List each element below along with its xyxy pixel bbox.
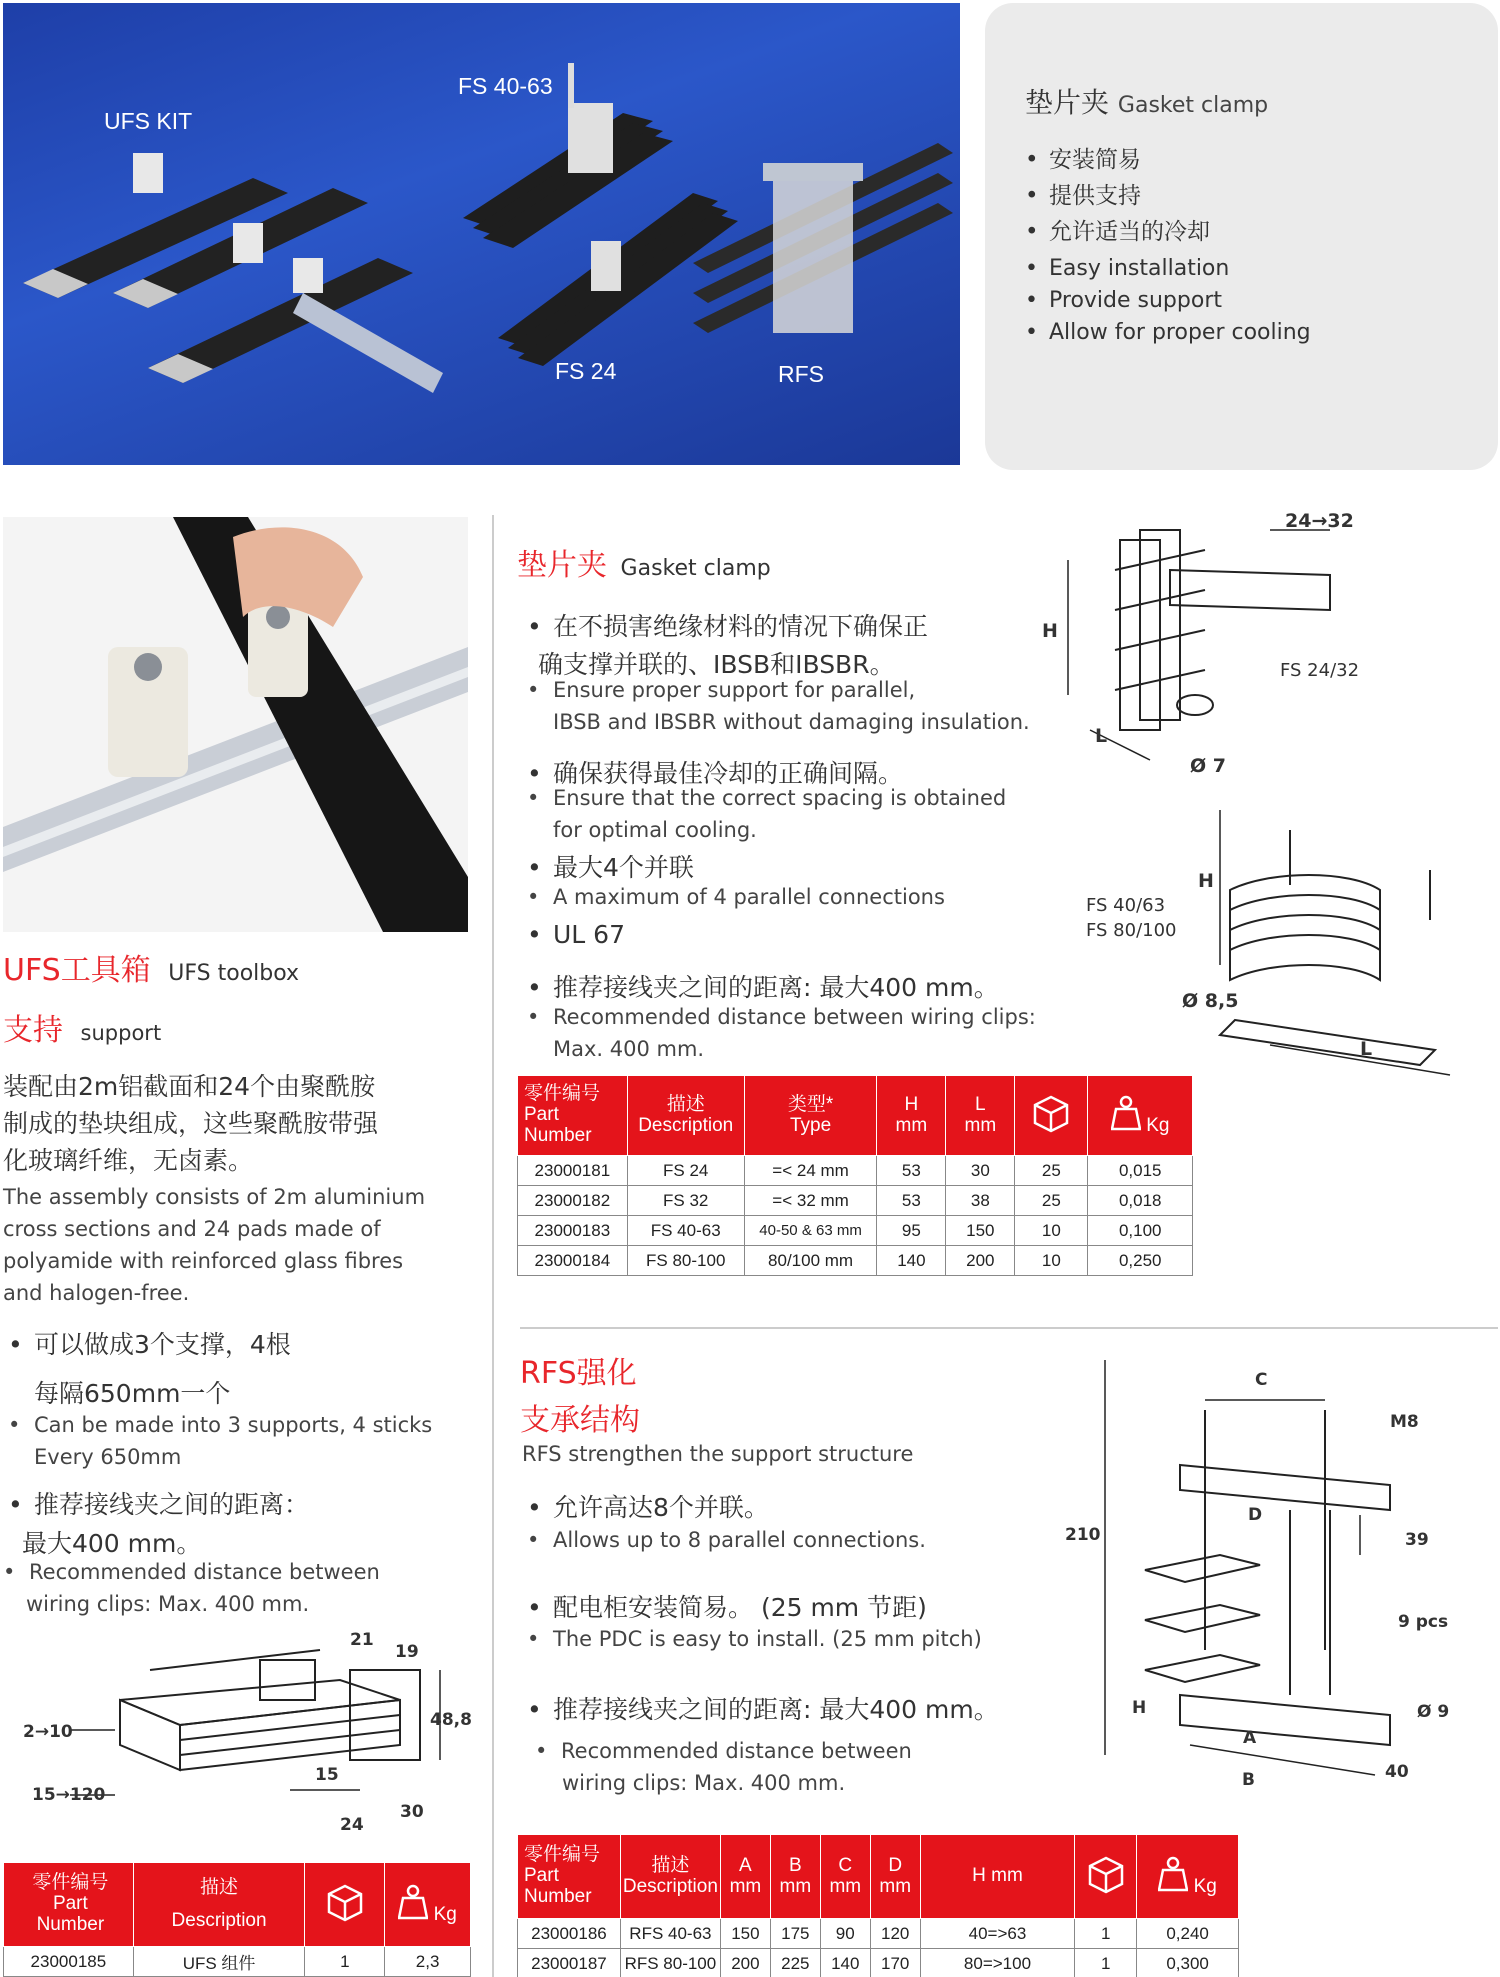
cell-kg: 0,300: [1137, 1949, 1239, 1977]
cell-part: 23000184: [518, 1246, 628, 1276]
desc-en: Description: [171, 1909, 267, 1931]
fs40-dimension-drawing: [1086, 790, 1490, 1080]
cell-qty: 25: [1015, 1156, 1088, 1186]
col-l: [946, 1076, 1015, 1156]
rfs-spec-table: [517, 1834, 1239, 1977]
cell-qty: 1: [1075, 1949, 1137, 1977]
cell-l: 30: [946, 1156, 1015, 1186]
bullet-zh-3: • 允许适当的冷却: [1025, 213, 1210, 246]
box-icon: [323, 1882, 367, 1922]
gasket-b5-zh: • 推荐接线夹之间的距离: 最大400 mm。: [527, 968, 999, 1004]
cell-h: 53: [877, 1186, 946, 1216]
part-zh: 零件编号: [524, 1083, 601, 1105]
cell-desc: FS 40-63: [627, 1216, 744, 1246]
cell-desc: RFS 80-100: [620, 1949, 720, 1977]
table-row: [518, 1949, 1239, 1977]
gasket-b4: • UL 67: [527, 920, 625, 949]
ufs-desc-zh-3: 化玻璃纤维，无卤素。: [3, 1146, 254, 1175]
col-part: [518, 1835, 621, 1919]
desc-en: Description: [638, 1114, 734, 1136]
cell-a: 150: [720, 1919, 770, 1949]
gasket-title-en: Gasket clamp: [620, 556, 771, 581]
ufs-dim-2-10: 2→10: [23, 1722, 73, 1742]
rfs-drawing-svg: [1060, 1350, 1500, 1820]
cell-qty: 1: [1075, 1919, 1137, 1949]
col-weight: [385, 1863, 471, 1947]
bullet-en-1: • Easy installation: [1025, 256, 1229, 281]
col-weight: [1137, 1835, 1239, 1919]
label-fs-40-63: FS 40-63: [458, 73, 553, 99]
c-unit: mm: [829, 1875, 862, 1897]
gasket-b2-en-1: • Ensure that the correct spacing is obtained: [527, 786, 1006, 810]
h-label: H mm: [972, 1865, 1023, 1887]
gasket-b2-zh: • 确保获得最佳冷却的正确间隔。: [527, 754, 903, 790]
col-h: [877, 1076, 946, 1156]
ufs-desc-en-2: cross sections and 24 pads made of: [3, 1217, 381, 1241]
rfs-title-1: RFS强化: [520, 1356, 637, 1391]
col-a: [720, 1835, 770, 1919]
ufs-b1-en-1: • Can be made into 3 supports, 4 sticks: [8, 1413, 432, 1437]
col-type: [744, 1076, 877, 1156]
gasket-b3-zh: • 最大4个并联: [527, 848, 694, 884]
cell-c: 90: [820, 1919, 870, 1949]
rfs-b2-zh: • 配电柜安装简易。 (25 mm 节距): [527, 1588, 927, 1624]
rfs-b3-en-1: • Recommended distance between: [535, 1739, 912, 1763]
l-label: L: [975, 1093, 986, 1115]
col-qty: [1075, 1835, 1137, 1919]
cell-l: 150: [946, 1216, 1015, 1246]
feature-box-title: [1025, 81, 1268, 121]
gasket-title: [517, 540, 771, 584]
rfs-dim-h: H: [1132, 1698, 1147, 1718]
label-fs-24: FS 24: [555, 358, 617, 384]
weight-icon: [1111, 1095, 1141, 1131]
col-h: [920, 1835, 1075, 1919]
gasket-b1-en-2: IBSB and IBSBR without damaging insulation.: [553, 710, 1030, 734]
rfs-subtitle: RFS strengthen the support structure: [522, 1442, 914, 1466]
cell-h: 40=>63: [920, 1919, 1075, 1949]
cell-part: 23000185: [4, 1947, 134, 1977]
rfs-b3-en-2: wiring clips: Max. 400 mm.: [562, 1771, 846, 1795]
ufs-subtitle-zh: 支持: [3, 1013, 63, 1048]
ufs-subtitle: [3, 1005, 161, 1049]
rfs-dimension-drawing: [1060, 1350, 1500, 1820]
ufs-spec-table: [3, 1862, 471, 1977]
cell-a: 200: [720, 1949, 770, 1977]
l-unit: mm: [964, 1114, 997, 1136]
part-en-2: Number: [524, 1124, 592, 1146]
part-en-2: Number: [524, 1885, 592, 1907]
type-en: Type: [789, 1114, 832, 1136]
model-fs40-63: FS 40/63: [1086, 895, 1166, 916]
cell-l: 200: [946, 1246, 1015, 1276]
dim-h: H: [1042, 620, 1058, 642]
h-unit: mm: [895, 1114, 928, 1136]
table-row: [518, 1919, 1239, 1949]
desc-en: Description: [622, 1875, 718, 1897]
ufs-dimension-drawing: [20, 1630, 480, 1850]
rfs-dim-d: D: [1248, 1505, 1263, 1525]
cell-kg: 0,250: [1088, 1246, 1193, 1276]
table-row: [518, 1246, 1193, 1276]
weight-icon: [1158, 1856, 1188, 1892]
title-zh: 垫片夹: [1025, 86, 1110, 119]
ufs-dim-48-8: 48,8: [430, 1710, 472, 1730]
cell-desc: FS 32: [627, 1186, 744, 1216]
cell-kg: 2,3: [385, 1947, 471, 1977]
title-en: Gasket clamp: [1117, 93, 1269, 118]
rfs-dim-9pcs: 9 pcs: [1398, 1612, 1449, 1632]
rfs-dim-a: A: [1243, 1728, 1257, 1748]
kg-label: Kg: [1146, 1114, 1170, 1136]
h-label: H: [904, 1093, 919, 1115]
desc-zh: 描述: [651, 1854, 690, 1876]
ufs-dim-24: 24: [340, 1815, 364, 1835]
gasket-title-zh: 垫片夹: [517, 548, 607, 583]
d-label: D: [888, 1854, 903, 1876]
ufs-desc-en-1: The assembly consists of 2m aluminium: [3, 1185, 426, 1209]
table-row: [518, 1216, 1193, 1246]
b-label: B: [788, 1854, 802, 1876]
cell-b: 225: [770, 1949, 820, 1977]
rfs-dim-c: C: [1255, 1370, 1268, 1390]
ufs-dim-15-120: 15→120: [32, 1785, 106, 1805]
rfs-b1-zh: • 允许高达8个并联。: [527, 1488, 769, 1524]
col-description: [620, 1835, 720, 1919]
ufs-b2-en-2: wiring clips: Max. 400 mm.: [26, 1592, 310, 1616]
col-b: [770, 1835, 820, 1919]
ufs-b1-zh-1: • 可以做成3个支撑，4根: [8, 1325, 291, 1361]
cell-type: =< 32 mm: [744, 1186, 877, 1216]
fs24-drawing-svg: [1030, 510, 1370, 785]
weight-icon: [398, 1884, 428, 1920]
dim-24-32: 24→32: [1285, 510, 1354, 532]
bullet-en-3: • Allow for proper cooling: [1025, 320, 1311, 345]
cell-h: 53: [877, 1156, 946, 1186]
col-description: [133, 1863, 305, 1947]
column-divider: [492, 515, 494, 1977]
cell-kg: 0,240: [1137, 1919, 1239, 1949]
rfs-dim-b: B: [1242, 1770, 1255, 1790]
rfs-dim-210: 210: [1065, 1525, 1101, 1545]
ufs-desc-zh-2: 制成的垫块组成，这些聚酰胺带强: [3, 1109, 379, 1138]
label-ufs-kit: UFS KIT: [104, 108, 193, 134]
col-part: [4, 1863, 134, 1947]
table-row: [518, 1156, 1193, 1186]
gasket-b5-en-2: Max. 400 mm.: [553, 1037, 705, 1061]
ufs-b1-zh-2: 每隔650mm一个: [34, 1379, 231, 1408]
b-unit: mm: [779, 1875, 812, 1897]
bullet-en-2: • Provide support: [1025, 288, 1222, 313]
cell-part: 23000183: [518, 1216, 628, 1246]
rfs-title-2: 支承结构: [520, 1403, 640, 1438]
rfs-dim-m8: M8: [1390, 1412, 1419, 1432]
feature-box: [985, 3, 1498, 470]
ufs-title-zh: UFS工具箱: [3, 953, 151, 988]
desc-zh: 描述: [200, 1876, 239, 1898]
part-en-2: Number: [36, 1913, 105, 1935]
cell-part: 23000187: [518, 1949, 621, 1977]
cell-kg: 0,100: [1088, 1216, 1193, 1246]
gasket-b1-en-1: • Ensure proper support for parallel,: [527, 678, 915, 702]
hero-product-photo: [3, 3, 960, 465]
cell-c: 140: [820, 1949, 870, 1977]
cell-part: 23000186: [518, 1919, 621, 1949]
dim-l: L: [1095, 725, 1108, 747]
gasket-b1-zh-1: • 在不损害绝缘材料的情况下确保正: [527, 607, 928, 643]
cell-part: 23000181: [518, 1156, 628, 1186]
cell-part: 23000182: [518, 1186, 628, 1216]
rfs-dim-39: 39: [1405, 1530, 1429, 1550]
rfs-b1-en: • Allows up to 8 parallel connections.: [527, 1528, 926, 1552]
gasket-table-header: [518, 1076, 1193, 1156]
col-description: [627, 1076, 744, 1156]
cell-desc: FS 80-100: [627, 1246, 744, 1276]
table-row: [4, 1947, 471, 1977]
ufs-mounting-illustration: [3, 517, 468, 932]
fs24-dimension-drawing: [1030, 510, 1370, 785]
part-zh: 零件编号: [32, 1872, 109, 1894]
rfs-dim-hole-9: Ø 9: [1417, 1702, 1450, 1722]
cell-qty: 10: [1015, 1216, 1088, 1246]
col-qty: [1015, 1076, 1088, 1156]
ufs-desc-en-4: and halogen-free.: [3, 1281, 190, 1305]
box-icon: [1029, 1093, 1073, 1133]
ufs-title-en: UFS toolbox: [168, 961, 300, 986]
gasket-b2-en-2: for optimal cooling.: [553, 818, 757, 842]
label-rfs: RFS: [778, 361, 824, 387]
cell-qty: 25: [1015, 1186, 1088, 1216]
ufs-dim-19: 19: [395, 1642, 419, 1662]
bullet-zh-1: • 安装简易: [1025, 141, 1141, 174]
model-fs80-100: FS 80/100: [1086, 920, 1177, 941]
cell-type: 40-50 & 63 mm: [744, 1216, 877, 1246]
cell-desc: RFS 40-63: [620, 1919, 720, 1949]
ufs-b2-en-1: • Recommended distance between: [3, 1560, 380, 1584]
part-en-1: Part: [524, 1865, 559, 1887]
dim-l2: L: [1360, 1038, 1373, 1060]
part-en-1: Part: [524, 1104, 559, 1126]
ufs-title: [3, 945, 299, 989]
gasket-b3-en: • A maximum of 4 parallel connections: [527, 885, 945, 909]
a-label: A: [739, 1854, 752, 1876]
cell-qty: 1: [305, 1947, 385, 1977]
cell-qty: 10: [1015, 1246, 1088, 1276]
cell-type: =< 24 mm: [744, 1156, 877, 1186]
rfs-table-header: [518, 1835, 1239, 1919]
cell-d: 170: [870, 1949, 920, 1977]
kg-label: Kg: [433, 1903, 457, 1925]
rfs-b2-en: • The PDC is easy to install. (25 mm pitch): [527, 1627, 982, 1651]
cell-d: 120: [870, 1919, 920, 1949]
gasket-b1-zh-2: 确支撑并联的、IBSB和IBSBR。: [538, 650, 895, 679]
a-unit: mm: [729, 1875, 762, 1897]
col-c: [820, 1835, 870, 1919]
gasket-spec-table: [517, 1075, 1193, 1276]
table-row: [518, 1186, 1193, 1216]
desc-zh: 描述: [666, 1093, 705, 1115]
cell-h: 140: [877, 1246, 946, 1276]
rfs-dim-40: 40: [1385, 1762, 1409, 1782]
ufs-desc-zh-1: 装配由2m铝截面和24个由聚酰胺: [3, 1072, 376, 1101]
model-fs24-32: FS 24/32: [1280, 660, 1360, 681]
box-icon: [1084, 1854, 1128, 1894]
ufs-desc-en-3: polyamide with reinforced glass fibres: [3, 1249, 404, 1273]
ufs-table-header: [4, 1863, 471, 1947]
rfs-b3-zh: • 推荐接线夹之间的距离: 最大400 mm。: [527, 1690, 999, 1726]
col-qty: [305, 1863, 385, 1947]
part-zh: 零件编号: [524, 1844, 601, 1866]
c-label: C: [838, 1854, 853, 1876]
section-divider: [520, 1327, 1498, 1329]
ufs-b2-zh-1: • 推荐接线夹之间的距离：: [8, 1485, 309, 1521]
gasket-b5-en-1: • Recommended distance between wiring clips:: [527, 1005, 1036, 1029]
cell-l: 38: [946, 1186, 1015, 1216]
cell-h: 95: [877, 1216, 946, 1246]
col-d: [870, 1835, 920, 1919]
cell-desc: FS 24: [627, 1156, 744, 1186]
dim-hole-7: Ø 7: [1190, 755, 1226, 777]
bullet-zh-2: • 提供支持: [1025, 177, 1141, 210]
col-part: [518, 1076, 628, 1156]
cell-kg: 0,018: [1088, 1186, 1193, 1216]
d-unit: mm: [879, 1875, 912, 1897]
cell-kg: 0,015: [1088, 1156, 1193, 1186]
cell-type: 80/100 mm: [744, 1246, 877, 1276]
ufs-dim-21: 21: [350, 1630, 374, 1650]
ufs-photo: [3, 517, 468, 932]
cell-desc: UFS 组件: [133, 1947, 305, 1977]
col-weight: [1088, 1076, 1193, 1156]
dim-h2: H: [1198, 870, 1214, 892]
ufs-subtitle-en: support: [80, 1021, 162, 1045]
ufs-b1-en-2: Every 650mm: [34, 1445, 182, 1469]
cell-h: 80=>100: [920, 1949, 1075, 1977]
kg-label: Kg: [1193, 1875, 1217, 1897]
ufs-dim-15: 15: [315, 1765, 339, 1785]
type-zh: 类型*: [787, 1093, 834, 1115]
ufs-dim-30: 30: [400, 1802, 424, 1822]
cell-b: 175: [770, 1919, 820, 1949]
dim-hole-8-5: Ø 8,5: [1182, 990, 1239, 1012]
ufs-b2-zh-2: 最大400 mm。: [22, 1529, 202, 1558]
part-en-1: Part: [52, 1893, 88, 1915]
